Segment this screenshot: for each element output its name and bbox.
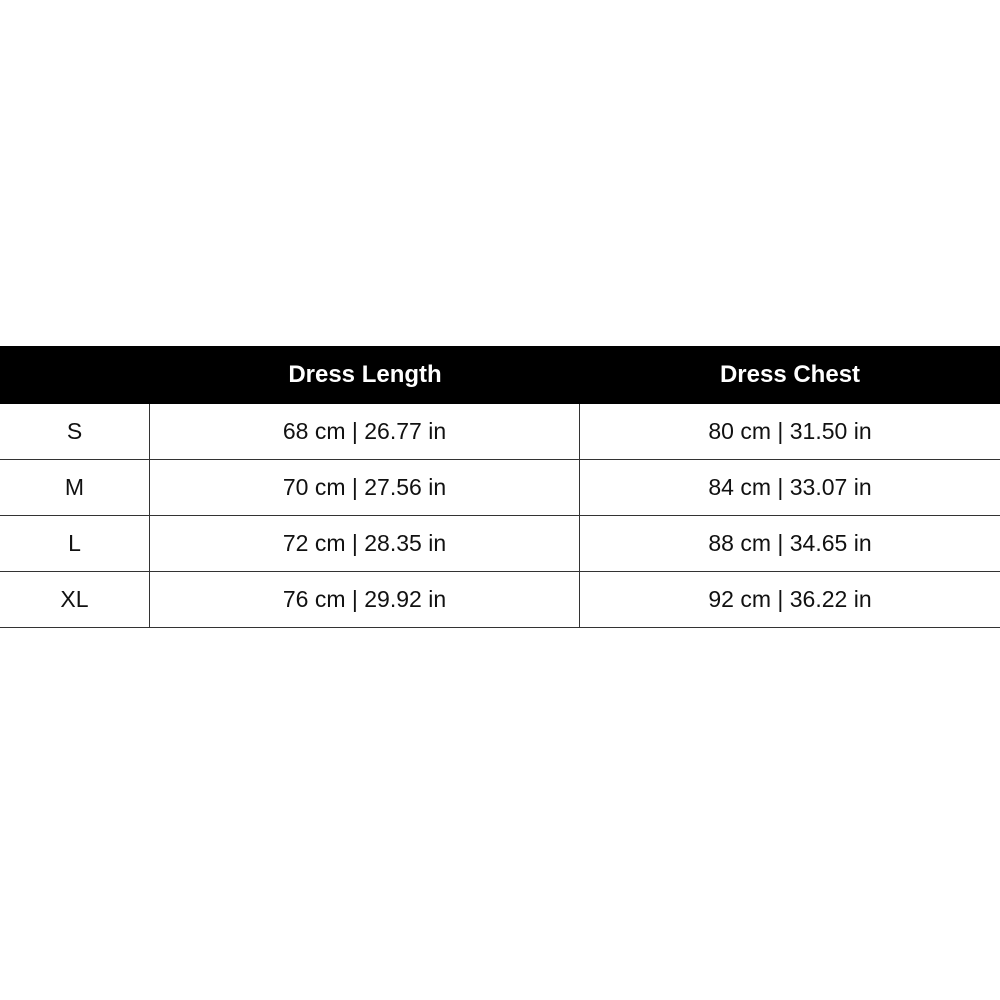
chest-cell: 84 cm | 33.07 in (708, 474, 872, 500)
chest-cell: 92 cm | 36.22 in (708, 586, 872, 612)
length-cell: 76 cm | 29.92 in (150, 572, 580, 627)
header-dress-chest: Dress Chest (719, 361, 861, 388)
table-row (0, 404, 1000, 460)
table-row (0, 460, 1000, 516)
table-header-row (0, 346, 1000, 404)
table-row (0, 572, 1000, 628)
header-dress-length: Dress Length (288, 361, 442, 388)
size-cell: L (0, 516, 150, 571)
length-cell: 68 cm | 26.77 in (150, 404, 580, 459)
size-cell: S (0, 404, 150, 459)
size-chart-table (0, 346, 1000, 628)
chest-cell: 88 cm | 34.65 in (708, 530, 872, 556)
size-cell: XL (0, 572, 150, 627)
table-row (0, 516, 1000, 572)
size-cell: M (0, 460, 150, 515)
length-cell: 70 cm | 27.56 in (150, 460, 580, 515)
length-cell: 72 cm | 28.35 in (150, 516, 580, 571)
chest-cell: 80 cm | 31.50 in (708, 418, 872, 444)
